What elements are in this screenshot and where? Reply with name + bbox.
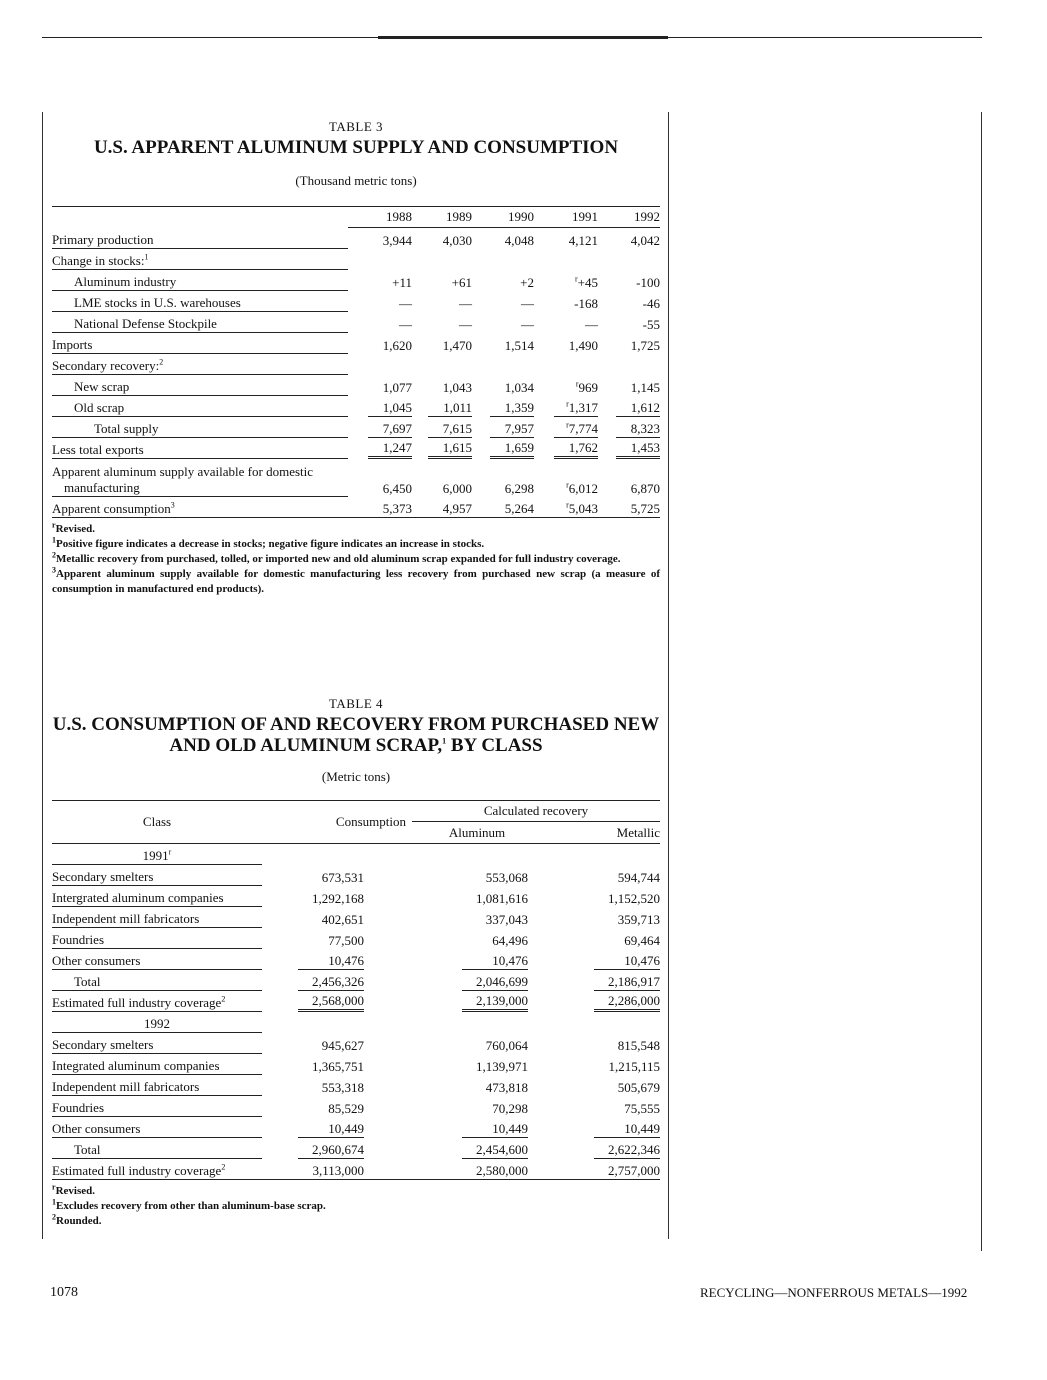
table4-body: [52, 844, 660, 1180]
table4-cell: 2,046,699: [412, 970, 542, 991]
table3-cell: 6,298: [504, 480, 534, 496]
row-label: Less total exports: [52, 438, 348, 459]
table4-cell: 673,531: [321, 869, 364, 885]
running-title: RECYCLING—NONFERROUS METALS—1992: [700, 1285, 968, 1300]
table4-cell: 10,449: [262, 1117, 412, 1138]
row-label: Estimated full industry coverage$^2$: [52, 1159, 262, 1180]
table3-cell: 4,121: [568, 232, 598, 248]
table3-cell: 7,957: [472, 417, 534, 438]
table3-cell: —: [459, 295, 472, 311]
table4-cell: 85,529: [328, 1100, 364, 1116]
table4-row: [52, 949, 660, 970]
table3-cell: [534, 354, 598, 375]
table3-row: [52, 291, 660, 312]
table3-cell: 1,145: [630, 379, 660, 395]
table3-unit: (Thousand metric tons): [295, 173, 417, 188]
table3-row: [52, 249, 660, 270]
table3-cell: [598, 354, 660, 375]
table3-cell: [412, 249, 472, 270]
table4-cell: 10,476: [262, 949, 412, 970]
table4-cell: 77,500: [328, 932, 364, 948]
table4-cell: 2,622,346: [542, 1138, 660, 1159]
table4-cell: 10,449: [542, 1117, 660, 1138]
table3-row: [52, 375, 660, 396]
row-label: Other consumers: [52, 949, 262, 970]
table4-row: [52, 928, 660, 949]
table3-cell: $^r$5,043: [534, 497, 598, 518]
table3-cell: 1,514: [504, 337, 534, 353]
table4-cell: 945,627: [321, 1037, 364, 1053]
table3-cell: [348, 249, 412, 270]
table3-cell: 1,359: [472, 396, 534, 417]
row-label: Total: [52, 970, 262, 991]
row-label: Intergrated aluminum companies: [52, 886, 262, 907]
table3-cell: 1,247: [348, 438, 412, 459]
table3-cell: 1,615: [412, 438, 472, 459]
left-column-rule: [42, 112, 43, 1239]
table4-cell: 75,555: [624, 1100, 660, 1116]
table3-cell: 6,450: [382, 480, 412, 496]
table3-cell: 1,620: [382, 337, 412, 353]
row-label: Change in stocks:$^1$: [52, 249, 348, 270]
table4-cell: 2,960,674: [262, 1138, 412, 1159]
row-label: Total: [52, 1138, 262, 1159]
table3-cell: 1,470: [442, 337, 472, 353]
year-header: 1991: [534, 207, 598, 228]
class-header: Class: [52, 801, 262, 844]
table4-row: [52, 1138, 660, 1159]
table4-cell: 1,139,971: [476, 1058, 528, 1074]
table3-cell: —: [399, 316, 412, 332]
table4-cell: 2,139,000: [412, 991, 542, 1012]
year-group-label: 1991$^r$: [52, 844, 262, 865]
table4-label: TABLE 4: [328, 696, 384, 711]
table4-cell: 2,286,000: [542, 991, 660, 1012]
row-label: National Defense Stockpile: [52, 312, 348, 333]
table4-cell: 402,651: [321, 911, 364, 927]
year-group-row: [52, 844, 660, 865]
calculated-recovery-header: Calculated recovery: [412, 801, 660, 822]
table4-row: [52, 1117, 660, 1138]
row-label: Secondary smelters: [52, 1033, 262, 1054]
table3-row: [52, 497, 660, 518]
table3-cell: [472, 249, 534, 270]
table3-cell: 1,725: [630, 337, 660, 353]
table3-cell: +61: [451, 274, 472, 290]
table3-cell: —: [521, 295, 534, 311]
table4-cell: 337,043: [485, 911, 528, 927]
table3-cell: 6,000: [442, 480, 472, 496]
table3-section: [52, 119, 660, 597]
row-label: Foundries: [52, 928, 262, 949]
table3-row: [52, 417, 660, 438]
table4-cell: 2,186,917: [542, 970, 660, 991]
table3-cell: 1,077: [382, 379, 412, 395]
table4-row: [52, 1096, 660, 1117]
table4-header-row1: [52, 801, 660, 822]
row-label: Apparent consumption$^3$: [52, 497, 348, 518]
center-column-rule: [668, 112, 669, 1239]
table3-cell: —: [399, 295, 412, 311]
table4-cell: 594,744: [617, 869, 660, 885]
table3-cell: [472, 354, 534, 375]
table4-row: [52, 1033, 660, 1054]
row-label: Secondary smelters: [52, 865, 262, 886]
table4-cell: 2,456,326: [262, 970, 412, 991]
year-header: 1990: [472, 207, 534, 228]
table3-cell: 4,042: [630, 232, 660, 248]
table3-title: U.S. APPARENT ALUMINUM SUPPLY AND CONSUMPTION: [93, 137, 619, 158]
table3-row: [52, 333, 660, 354]
table3-cell: 4,048: [504, 232, 534, 248]
table4-title-line1: U.S. CONSUMPTION OF AND RECOVERY FROM PURCHASED NEW: [52, 714, 660, 735]
table4-cell: 359,713: [617, 911, 660, 927]
table4-title-line2: [52, 735, 660, 756]
table4-cell: 2,568,000: [262, 991, 412, 1012]
table3-row: [52, 354, 660, 375]
table4-row: [52, 1075, 660, 1096]
table3-cell: 1,659: [472, 438, 534, 459]
table4-cell: 553,318: [321, 1079, 364, 1095]
table4-section: [52, 696, 660, 1229]
table3-cell: -55: [642, 316, 660, 332]
table3-cell: $^r$969: [575, 379, 598, 395]
table3-cell: 1,045: [348, 396, 412, 417]
row-label: Integrated aluminum companies: [52, 1054, 262, 1075]
table3-row: [52, 312, 660, 333]
table3-row: [52, 459, 660, 497]
table4-unit: (Metric tons): [321, 769, 391, 784]
table4-footnote: $^1$Excludes recovery from other than aluminum-base scrap.: [52, 1197, 326, 1212]
row-label: Secondary recovery:$^2$: [52, 354, 348, 375]
table3-cell: 3,944: [382, 232, 412, 248]
table4-cell: 2,454,600: [412, 1138, 542, 1159]
table4-row: [52, 1054, 660, 1075]
table3-cell: [534, 249, 598, 270]
table3-row: [52, 270, 660, 291]
table4-footnotes: [52, 1184, 660, 1229]
table4-cell: 1,215,115: [608, 1058, 660, 1074]
year-header: 1988: [348, 207, 412, 228]
table3-cell: 6,870: [630, 480, 660, 496]
table4-cell: 69,464: [624, 932, 660, 948]
table3-cell: 1,762: [534, 438, 598, 459]
table3-cell: 1,612: [598, 396, 660, 417]
table3-cell: 1,043: [442, 379, 472, 395]
table3-cell: 7,697: [348, 417, 412, 438]
table4-cell: 1,152,520: [608, 890, 660, 906]
table4-cell: 10,449: [412, 1117, 542, 1138]
year-header: 1992: [598, 207, 660, 228]
table3-cell: $^r$1,317: [534, 396, 598, 417]
consumption-header: Consumption: [262, 801, 412, 844]
table4-cell: 473,818: [485, 1079, 528, 1095]
table3-cell: 5,373: [348, 497, 412, 518]
row-label: Apparent aluminum supply available for domestic manufacturing: [52, 459, 348, 497]
table4-cell: 10,476: [542, 949, 660, 970]
table4-row: [52, 970, 660, 991]
table3-cell: 8,323: [598, 417, 660, 438]
row-label: Total supply: [52, 417, 348, 438]
table3-footnote: $^2$Metallic recovery from purchased, tolled, or imported new and old aluminum scrap expanded for full industry coverage.: [52, 550, 621, 565]
metallic-header: Metallic: [542, 822, 660, 844]
table4-cell: 64,496: [492, 932, 528, 948]
table3-cell: 4,030: [442, 232, 472, 248]
table3-cell: 5,725: [598, 497, 660, 518]
table4-cell: 3,113,000: [262, 1159, 412, 1180]
table4-cell: 553,068: [485, 869, 528, 885]
table3-label: TABLE 3: [328, 119, 384, 134]
table3-cell: —: [459, 316, 472, 332]
right-column-rule: [981, 112, 982, 1251]
row-label: Foundries: [52, 1096, 262, 1117]
table3-cell: -46: [642, 295, 660, 311]
table4-cell: 505,679: [617, 1079, 660, 1095]
row-label: Aluminum industry: [52, 270, 348, 291]
aluminum-header: Aluminum: [412, 822, 542, 844]
table3-cell: +2: [520, 274, 534, 290]
table4-footnote: $^2$Rounded.: [52, 1212, 102, 1227]
table3-cell: 1,453: [598, 438, 660, 459]
table3-cell: $^r$+45: [574, 274, 598, 290]
table3-row: [52, 438, 660, 459]
table3-cell: [412, 354, 472, 375]
year-header: 1989: [412, 207, 472, 228]
year-group-label: 1992: [52, 1012, 262, 1033]
table4-row: [52, 991, 660, 1012]
table4-row: [52, 886, 660, 907]
table3-cell: 5,264: [472, 497, 534, 518]
table3-body: [52, 228, 660, 518]
table3-cell: -168: [574, 295, 598, 311]
table4-cell: 2,757,000: [542, 1159, 660, 1180]
table3-cell: 1,011: [412, 396, 472, 417]
table3-row: [52, 228, 660, 249]
table4-cell: 1,292,168: [312, 890, 364, 906]
table4-row: [52, 1159, 660, 1180]
row-label: Other consumers: [52, 1117, 262, 1138]
table3-cell: +11: [392, 274, 412, 290]
table4-cell: 70,298: [492, 1100, 528, 1116]
table4-cell: 10,476: [412, 949, 542, 970]
table4-title-line2-text: AND OLD ALUMINUM SCRAP,$^1$ BY CLASS: [169, 735, 543, 756]
table3-cell: $^r$7,774: [534, 417, 598, 438]
row-label: Primary production: [52, 228, 348, 249]
row-label: Imports: [52, 333, 348, 354]
table3-cell: [598, 249, 660, 270]
table4-cell: 1,365,751: [312, 1058, 364, 1074]
row-label: New scrap: [52, 375, 348, 396]
year-group-row: [52, 1012, 660, 1033]
table3-cell: $^r$6,012: [566, 480, 598, 496]
table3-cell: —: [585, 316, 598, 332]
table3-footnote: $^1$Positive figure indicates a decrease in stocks; negative figure indicates an increase in stocks.: [52, 535, 485, 550]
table3-header-row: [52, 207, 660, 228]
row-label: Independent mill fabricators: [52, 1075, 262, 1096]
table4-cell: 760,064: [485, 1037, 528, 1053]
page-number: 1078: [50, 1285, 78, 1300]
table4-row: [52, 907, 660, 928]
row-label: Independent mill fabricators: [52, 907, 262, 928]
table3-cell: —: [521, 316, 534, 332]
table3-footnotes: [52, 522, 660, 597]
table4-cell: 815,548: [617, 1037, 660, 1053]
table3-row: [52, 396, 660, 417]
table4-row: [52, 865, 660, 886]
table3-footnote: $^3$Apparent aluminum supply available for domestic manufacturing less recovery from purchased new scrap (a measure of consumption in manufactured end products).: [52, 565, 660, 595]
table3-cell: 1,034: [504, 379, 534, 395]
table3-cell: 7,615: [412, 417, 472, 438]
table3-cell: [348, 354, 412, 375]
table3-cell: 1,490: [568, 337, 598, 353]
top-rule-thick: [378, 36, 668, 39]
table4: [52, 800, 660, 1180]
row-label: Estimated full industry coverage$^2$: [52, 991, 262, 1012]
table3-footnote: $^r$Revised.: [52, 520, 95, 535]
row-label: LME stocks in U.S. warehouses: [52, 291, 348, 312]
table4-cell: 1,081,616: [476, 890, 528, 906]
table4-footnote: $^r$Revised.: [52, 1182, 95, 1197]
table4-cell: 2,580,000: [412, 1159, 542, 1180]
table3: [52, 206, 660, 518]
table3-cell: 4,957: [412, 497, 472, 518]
row-label: Old scrap: [52, 396, 348, 417]
table3-cell: -100: [636, 274, 660, 290]
